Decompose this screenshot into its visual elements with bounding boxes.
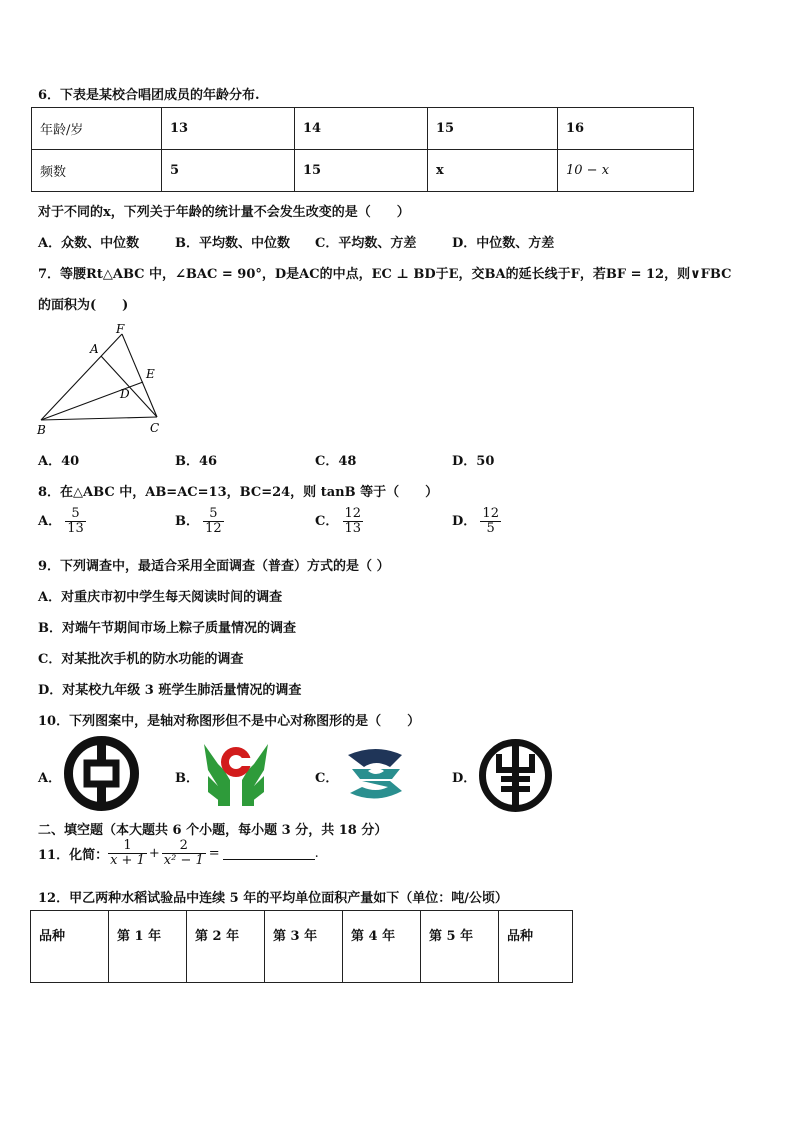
fraction xyxy=(203,507,224,536)
label-c: C xyxy=(150,421,160,435)
q8-stem: 8．在△ABC 中，AB=AC=13，BC=24，则 tanB 等于（ ） xyxy=(38,485,439,500)
q10-label-d: D． xyxy=(452,771,477,786)
fraction xyxy=(65,507,86,536)
table-cell: 16 xyxy=(558,108,694,150)
agricultural-logo-icon xyxy=(200,736,272,810)
segment-bc xyxy=(41,417,157,420)
denominator: 12 xyxy=(205,521,222,536)
q9-option-a: A．对重庆市初中学生每天阅读时间的调查 xyxy=(38,590,283,605)
yield-table xyxy=(30,910,573,983)
denominator: 13 xyxy=(67,521,84,536)
triangle-figure xyxy=(30,320,175,438)
table-header: 品种 xyxy=(499,911,573,983)
table-header: 品种 xyxy=(31,911,109,983)
denominator: x² − 1 xyxy=(163,853,204,868)
numerator: 12 xyxy=(344,506,362,521)
numerator: 2 xyxy=(162,839,206,854)
table-header: 第 1 年 xyxy=(109,911,187,983)
bank-coin-logo-icon xyxy=(63,735,140,812)
table-header: 第 2 年 xyxy=(187,911,265,983)
q7-option-c: C．48 xyxy=(315,454,357,469)
fraction-1 xyxy=(108,839,147,868)
table-cell: x xyxy=(428,150,558,192)
denominator: 5 xyxy=(486,521,495,536)
equals-sign: = xyxy=(208,846,220,861)
label-d: D xyxy=(120,387,130,401)
table-cell: 13 xyxy=(162,108,295,150)
q6-option-a: A．众数、中位数 xyxy=(38,236,140,251)
q7-option-b: B．46 xyxy=(175,454,218,469)
fraction-2 xyxy=(162,839,206,868)
label-b: B xyxy=(37,423,46,437)
q9-stem: 9．下列调查中，最适合采用全面调查（普查）方式的是（ ） xyxy=(38,559,390,574)
q11 xyxy=(38,839,319,868)
q8-option-d xyxy=(452,507,501,536)
q10-label-a: A． xyxy=(38,771,62,786)
fraction xyxy=(343,507,364,536)
denominator: 13 xyxy=(344,521,362,536)
label-e: E xyxy=(146,367,155,381)
numerator: 12 xyxy=(482,506,499,521)
table-cell: 15 xyxy=(428,108,558,150)
q9-option-b: B．对端午节期间市场上粽子质量情况的调查 xyxy=(38,621,296,636)
segment-bf xyxy=(41,334,122,420)
table-cell: 5 xyxy=(162,150,295,192)
table-cell: 14 xyxy=(295,108,428,150)
q10-stem: 10．下列图案中，是轴对称图形但不是中心对称图形的是（ ） xyxy=(38,714,421,729)
abc-logo-icon xyxy=(477,738,554,813)
q8-option-c xyxy=(315,507,363,536)
numerator: 5 xyxy=(65,507,86,522)
table-cell: 频数 xyxy=(32,150,162,192)
option-label: B． xyxy=(175,514,199,529)
table-header: 第 4 年 xyxy=(343,911,421,983)
q6-option-c: C．平均数、方差 xyxy=(315,236,417,251)
q8-option-b xyxy=(175,507,224,536)
q7-option-a: A．40 xyxy=(38,454,80,469)
table-header: 第 3 年 xyxy=(265,911,343,983)
label-a: A xyxy=(90,342,99,356)
q7-line1: 7．等腰Rt△ABC 中，∠BAC = 90°，D是AC的中点，EC ⊥ BD于E，交BA的延长线于F，若BF = 12，则∨FBC xyxy=(38,267,732,282)
q8-option-a xyxy=(38,507,86,536)
q6-option-b: B．平均数、中位数 xyxy=(175,236,290,251)
table-header: 第 5 年 xyxy=(421,911,499,983)
table-cell: 年龄/岁 xyxy=(32,108,162,150)
age-table xyxy=(31,107,694,192)
q9-option-c: C．对某批次手机的防水功能的调查 xyxy=(38,652,244,667)
section-2-title: 二、填空题（本大题共 6 个小题，每小题 3 分，共 18 分） xyxy=(38,823,388,838)
q6-stem: 6．下表是某校合唱团成员的年龄分布. xyxy=(38,88,260,103)
q9-option-d: D．对某校九年级 3 班学生肺活量情况的调查 xyxy=(38,683,302,698)
numerator: 1 xyxy=(108,839,147,854)
q11-end: . xyxy=(314,846,319,861)
q11-prefix: 11．化简： xyxy=(38,848,109,863)
q10-label-b: B． xyxy=(175,771,199,786)
q12-stem: 12．甲乙两种水稻试验品中连续 5 年的平均单位面积产量如下（单位：吨/公顷） xyxy=(38,891,508,906)
table-cell: 10 − x xyxy=(558,150,694,192)
table-cell: 15 xyxy=(295,150,428,192)
q7-line2: 的面积为( ) xyxy=(38,298,129,313)
fraction xyxy=(480,507,501,536)
plus-sign: + xyxy=(148,846,160,861)
denominator: x + 1 xyxy=(110,853,145,868)
q10-label-c: C． xyxy=(315,771,339,786)
option-label: D． xyxy=(452,514,477,529)
answer-blank[interactable] xyxy=(223,847,315,860)
option-label: C． xyxy=(315,514,339,529)
label-f: F xyxy=(116,322,125,336)
option-label: A． xyxy=(38,514,62,529)
q6-option-d: D．中位数、方差 xyxy=(452,236,555,251)
ss-logo-icon xyxy=(340,745,412,803)
q7-option-d: D．50 xyxy=(452,454,495,469)
q6-question: 对于不同的x，下列关于年龄的统计量不会发生改变的是（ ） xyxy=(38,205,410,220)
numerator: 5 xyxy=(203,507,224,522)
